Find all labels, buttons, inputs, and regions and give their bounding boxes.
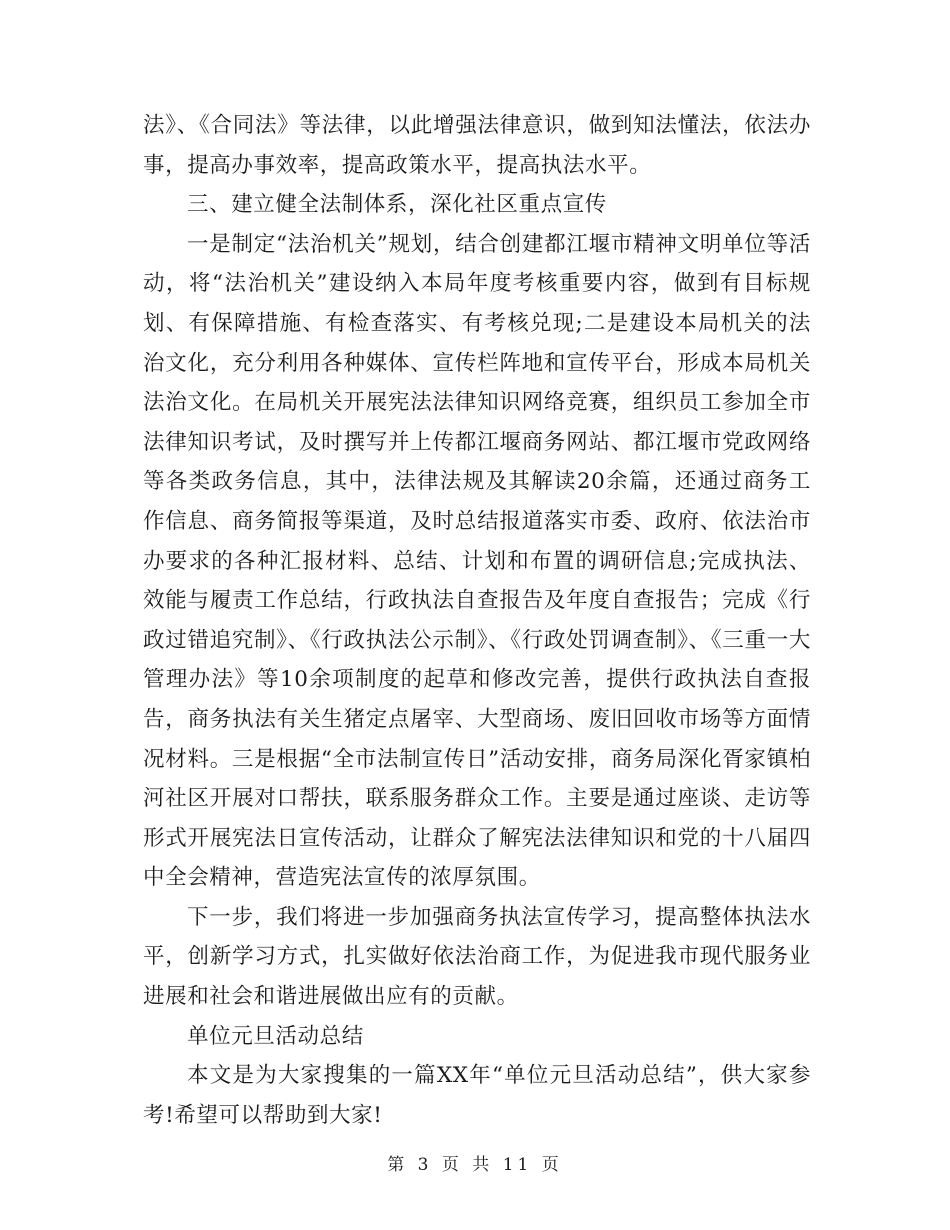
paragraph-next-steps: 下一步，我们将进一步加强商务执法宣传学习，提高整体执法水平，创新学习方式，扎实做好依法治商工作，为促进我市现代服务业进展和社会和谐进展做出应有的贡献。 [143,904,811,1010]
page-number-footer: 第 3 页 共 11 页 [387,1155,563,1175]
paragraph-legal-culture: 一是制定“法治机关”规划，结合创建都江堰市精神文明单位等活动，将“法治机关”建设纳入本局年度考核重要内容，做到有目标规划、有保障措施、有检查落实、有考核兑现;二是建设本局机关的法治文化，充分利用各种媒体、宣传栏阵地和宣传平台，形成本局机关法治文化。在局机关开展宪法法律知识网络竞赛，组织员工参加全市法律知识考试，及时撰写并上传都江堰商务网站、都江堰市党政网络等各类政务信息，其中，法律法规及其解读20余篇，还通过商务工作信息、商务简报等渠道，及时总结报道落实市委、政府、依法治市办要求的各种汇报材料、总结、计划和布置的调研信息;完成执法、效能与履责工作总结，行政执法自查报告及年度自查报告；完成《行政过错追究制》、《行政执法公示制》、《行政处罚调查制》、《三重一大管理办法》等10余项制度的起草和修改完善，提供行政执法自查报告，商务执法有关生猪定点屠宰、大型商场、废旧回收市场等方面情况材料。三是根据“全市法制宣传日”活动安排，商务局深化胥家镇柏河社区开展对口帮扶，联系服务群众工作。主要是通过座谈、走访等形式开展宪法日宣传活动，让群众了解宪法法律知识和党的十八届四中全会精神，营造宪法宣传的浓厚氛围。 [143,231,811,891]
section-heading-legal-system: 三、建立健全法制体系，深化社区重点宣传 [187,192,607,218]
section-heading-new-year-summary: 单位元旦活动总结 [187,1023,364,1049]
paragraph-law-awareness: 法》、《合同法》等法律，以此增强法律意识，做到知法懂法，依法办事，提高办事效率，提高政策水平，提高执法水平。 [143,113,811,178]
paragraph-intro: 本文是为大家搜集的一篇XX年“单位元旦活动总结”，供大家参考!希望可以帮助到大家! [143,1063,811,1128]
document-body [143,106,811,1135]
